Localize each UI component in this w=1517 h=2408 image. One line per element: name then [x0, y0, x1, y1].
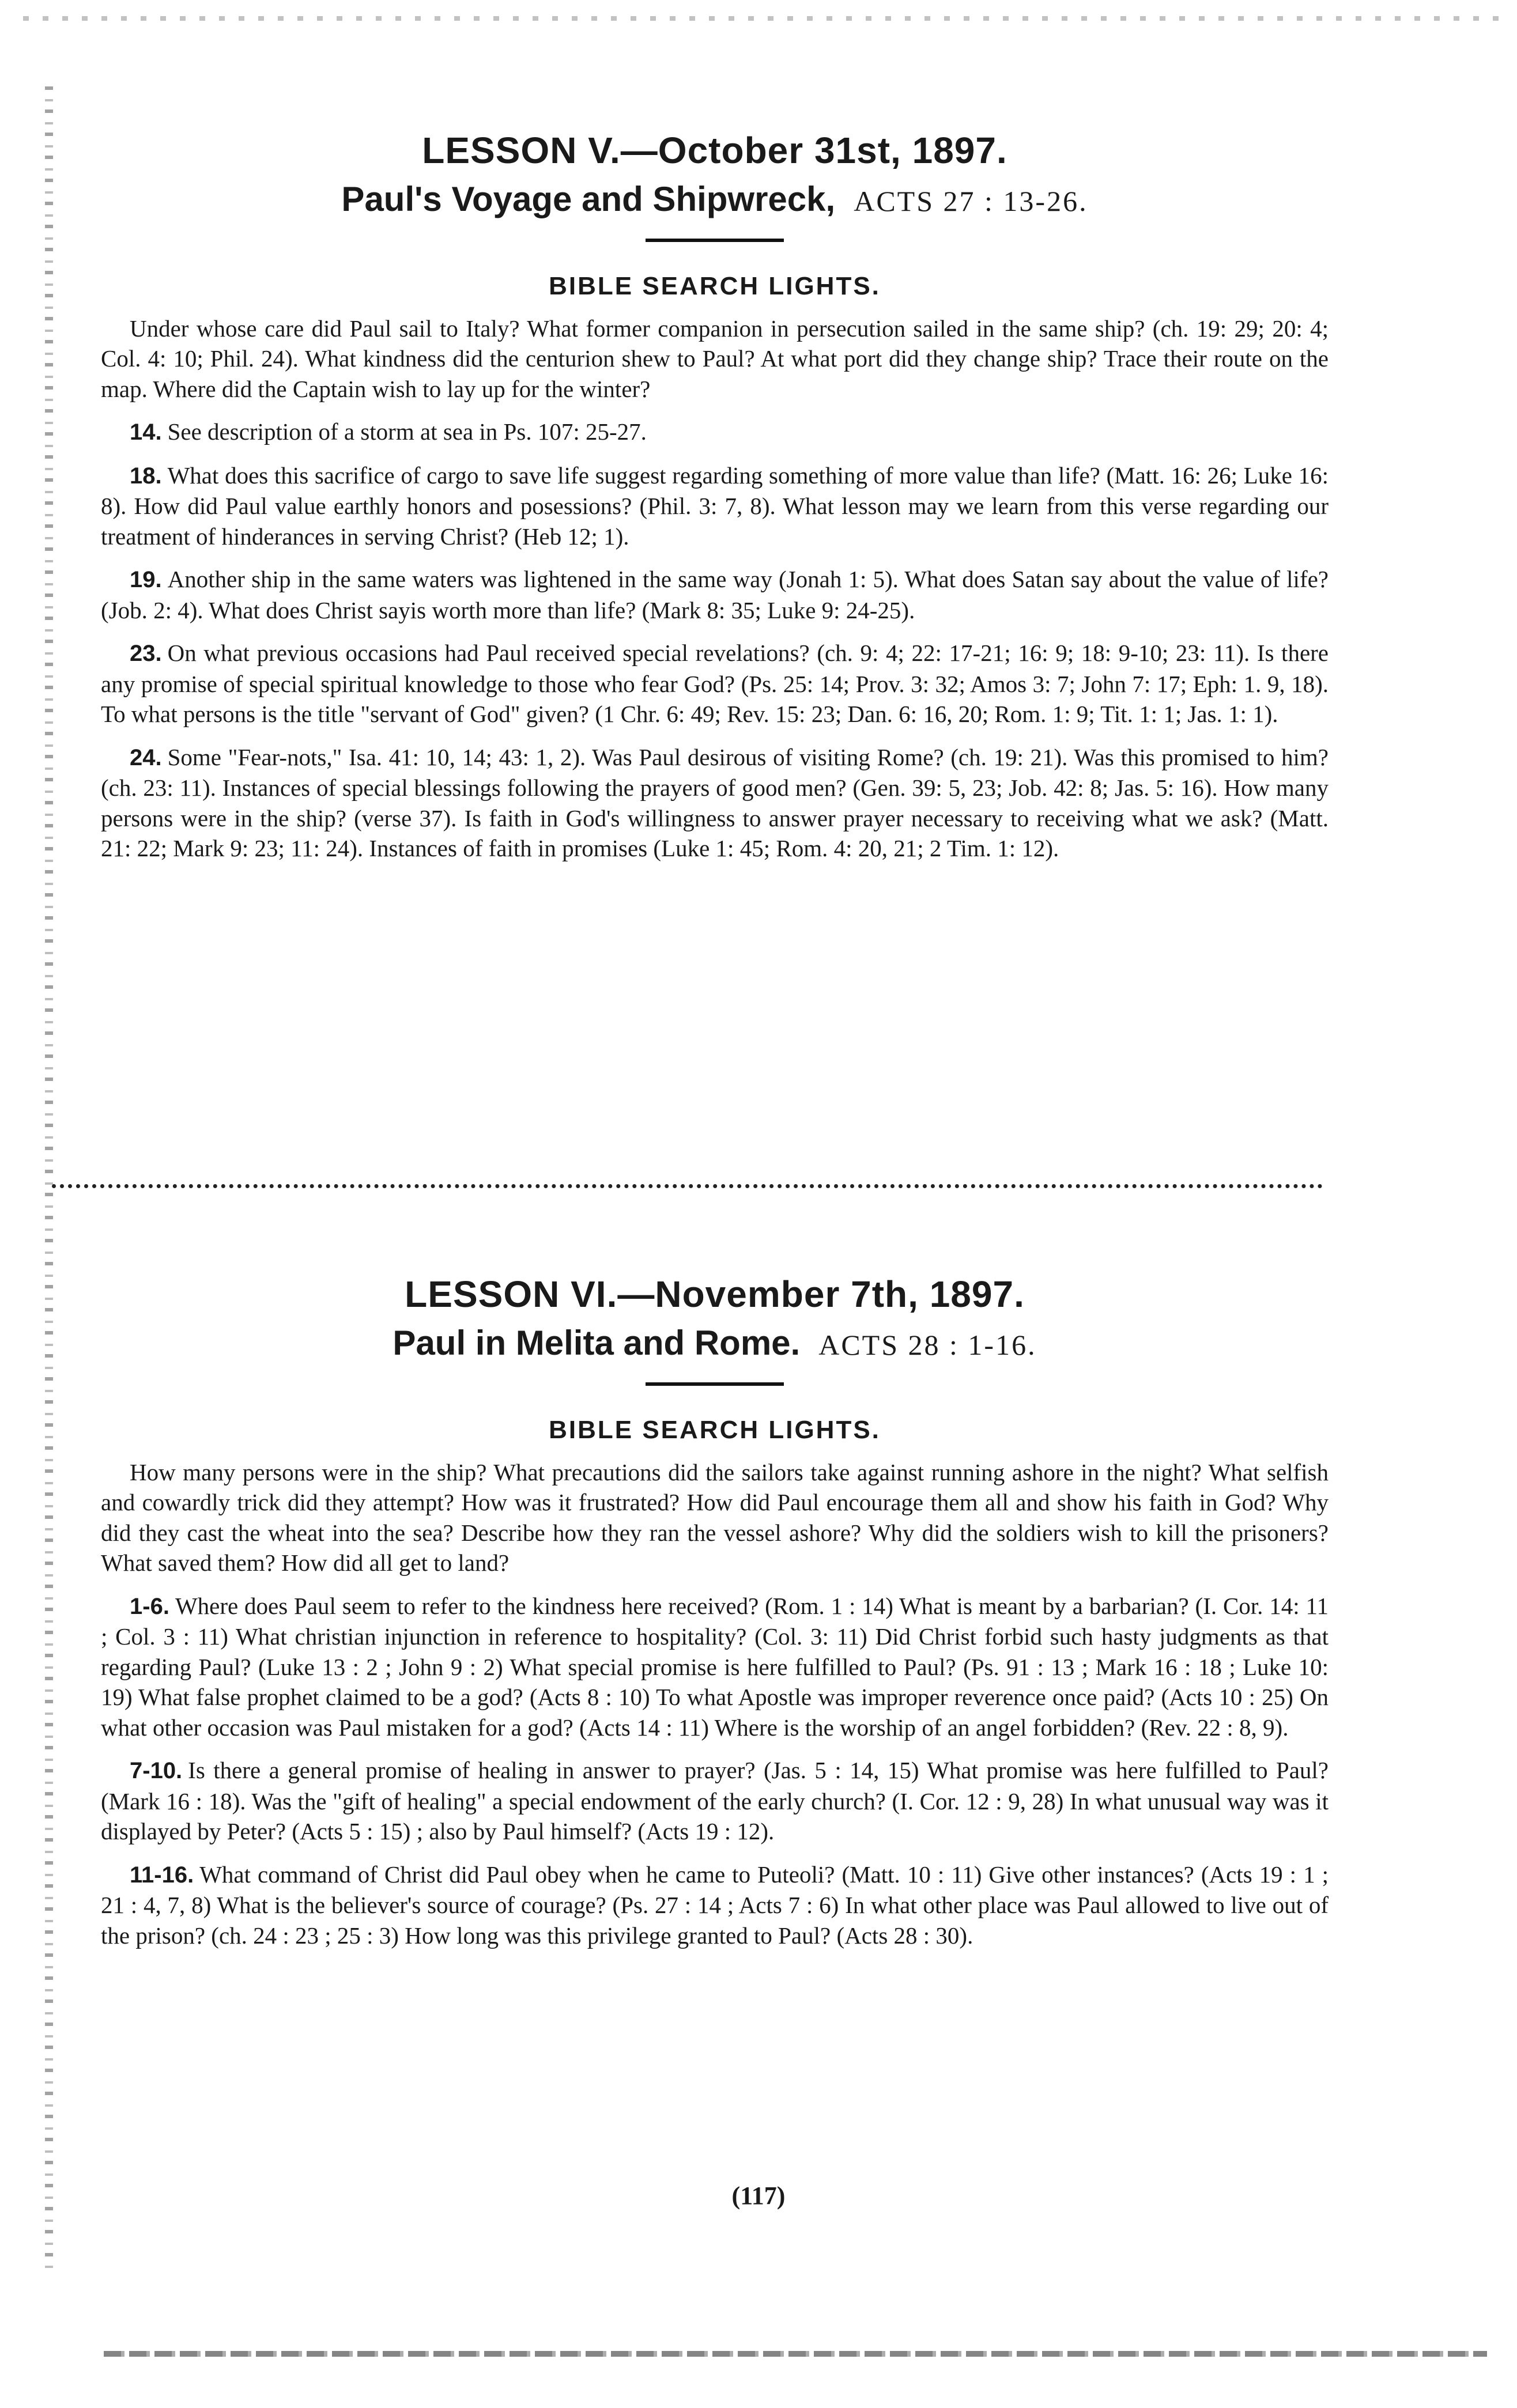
paragraph-text: Under whose care did Paul sail to Italy? What former companion in persecution sailed in the same ship? (ch. 19: 29; 20: 4; Col. 4: 10; Phil. 24). What kindness did the centurion shew to Paul? At what port did they change ship? Trace their route on the map. Where did the Captain wish to lay up for the winter? [101, 315, 1329, 402]
paragraph-text: How many persons were in the ship? What precautions did the sailors take against running ashore in the night? What selfish and cowardly trick did they attempt? How was it frustrated? How did Paul encourage them all and show his faith in God? Why did they cast the wheat into the sea? Describe how they ran the vessel ashore? Why did the soldiers wish to kill the prisoners? What saved them? How did all get to land? [101, 1458, 1329, 1577]
verse-number: 18. [130, 463, 162, 489]
verse-paragraph [101, 1755, 1329, 1847]
scan-edge-left [45, 86, 53, 2276]
verse-paragraph [101, 638, 1329, 729]
verse-paragraph [101, 742, 1329, 864]
verse-paragraph [101, 564, 1329, 625]
search-lights-heading: BIBLE SEARCH LIGHTS. [549, 1415, 881, 1444]
paragraph-text: Where does Paul seem to refer to the kindness here received? (Rom. 1 : 14) What is meant by a barbarian? (I. Cor. 14: 11 ; Col. 3 : 11) What christian injunction in reference to hospitality? (Col. 3: 11) Did Christ forbid such hasty judgments as that regarding Paul? (Luke 13 : 2 ; John 9 : 2) What special promise is here fulfilled to Paul? (Ps. 91 : 13 ; Mark 16 : 18 ; Luke 10: 19) What false prophet claimed to be a god? (Acts 8 : 10) To what Apostle was improper reverence once paid? (Acts 10 : 25) On what other occasion was Paul mistaken for a god? (Acts 14 : 11) Where is the worship of an angel forbidden? (Rev. 22 : 8, 9). [101, 1592, 1329, 1741]
verse-number: 1-6. [130, 1593, 169, 1619]
paragraph-text: What command of Christ did Paul obey when he came to Puteoli? (Matt. 10 : 11) Give other instances? (Acts 19 : 1 ; 21 : 4, 7, 8) What is the believer's source of courage? (Ps. 27 : 14 ; Acts 7 : 6) In what other place was Paul allowed to live out of the prison? (ch. 24 : 23 ; 25 : 3) How long was this privilege granted to Paul? (Acts 28 : 30). [101, 1861, 1329, 1949]
verse-paragraph [101, 460, 1329, 552]
lesson-five-subtitle-name: Paul's Voyage and Shipwreck, [341, 179, 836, 218]
verse-number: 19. [130, 567, 162, 593]
paragraph-text: On what previous occasions had Paul received special revelations? (ch. 9: 4; 22: 17-21; 16: 9; 18: 9-10; 23: 11). Is there any promise of special spiritual knowledge to those who fear God? (Ps. 25: 14; Prov. 3: 32; Amos 3: 7; John 7: 17; Eph: 1. 9, 18). To what persons is the title "servant of God" given? (1 Chr. 6: 49; Rev. 15: 23; Dan. 6: 16, 20; Rom. 1: 9; Tit. 1: 1; Jas. 1: 1). [101, 640, 1329, 728]
verse-number: 23. [130, 641, 162, 667]
title-rule [646, 1382, 784, 1386]
lesson-six-scripture-ref: ACTS 28 : 1-16. [818, 1328, 1037, 1361]
title-rule [646, 239, 784, 242]
lesson-six-title: LESSON VI.—November 7th, 1897. [405, 1273, 1025, 1315]
verse-paragraph [101, 1591, 1329, 1743]
paragraph-text: Another ship in the same waters was lightened in the same way (Jonah 1: 5). What does Satan say about the value of life? (Job. 2: 4). What does Christ sayis worth more than life? (Mark 8: 35; Luke 9: 24-25). [101, 566, 1329, 623]
scan-edge-top [23, 16, 1499, 21]
verse-number: 24. [130, 744, 162, 770]
page-number: (117) [731, 2182, 786, 2210]
paragraph-text: Is there a general promise of healing in answer to prayer? (Jas. 5 : 14, 15) What promise was here fulfilled to Paul? (Mark 16 : 18). Was the "gift of healing" a special endowment of the early church? (I. Cor. 12 : 9, 28) In what unusual way was it displayed by Peter? (Acts 5 : 15) ; also by Paul himself? (Acts 19 : 12). [101, 1757, 1329, 1845]
verse-number: 11-16. [130, 1862, 194, 1888]
lesson-five-section [101, 130, 1329, 876]
paragraph-text: What does this sacrifice of cargo to save life suggest regarding something of more value than life? (Matt. 16: 26; Luke 16: 8). How did Paul value earthly honors and posessions? (Phil. 3: 7, 8). What lesson may we learn from this verse regarding our treatment of hinderances in serving Christ? (Heb 12; 1). [101, 462, 1329, 550]
verse-number: 7-10. [130, 1758, 183, 1784]
paragraph-text: See description of a storm at sea in Ps. 107: 25-27. [167, 418, 647, 445]
lesson-five-title: LESSON V.—October 31st, 1897. [422, 130, 1007, 171]
lesson-five-intro-paragraph [101, 313, 1329, 405]
search-lights-heading: BIBLE SEARCH LIGHTS. [549, 271, 881, 300]
lesson-six-intro-paragraph [101, 1457, 1329, 1578]
verse-paragraph [101, 1859, 1329, 1951]
lesson-six-subtitle-name: Paul in Melita and Rome. [393, 1323, 801, 1362]
verse-number: 14. [130, 419, 162, 445]
lesson-six-subtitle [101, 1323, 1329, 1363]
section-divider [52, 1184, 1323, 1188]
scan-edge-bottom [104, 2351, 1487, 2357]
paragraph-text: Some "Fear-nots," Isa. 41: 10, 14; 43: 1, 2). Was Paul desirous of visiting Rome? (ch. 19: 21). Was this promised to him? (ch. 23: 11). Instances of special blessings following the prayers of good men? (Gen. 39: 5, 23; Job. 42: 8; Jas. 5: 16). How many persons were in the ship? (verse 37). Is faith in God's willingness to answer prayer necessary to receiving what we ask? (Matt. 21: 22; Mark 9: 23; 11: 24). Instances of faith in promises (Luke 1: 45; Rom. 4: 20, 21; 2 Tim. 1: 12). [101, 743, 1329, 862]
lesson-five-scripture-ref: ACTS 27 : 13-26. [854, 184, 1088, 217]
lesson-six-section [101, 1273, 1329, 1963]
lesson-five-subtitle [101, 179, 1329, 219]
verse-paragraph [101, 417, 1329, 448]
